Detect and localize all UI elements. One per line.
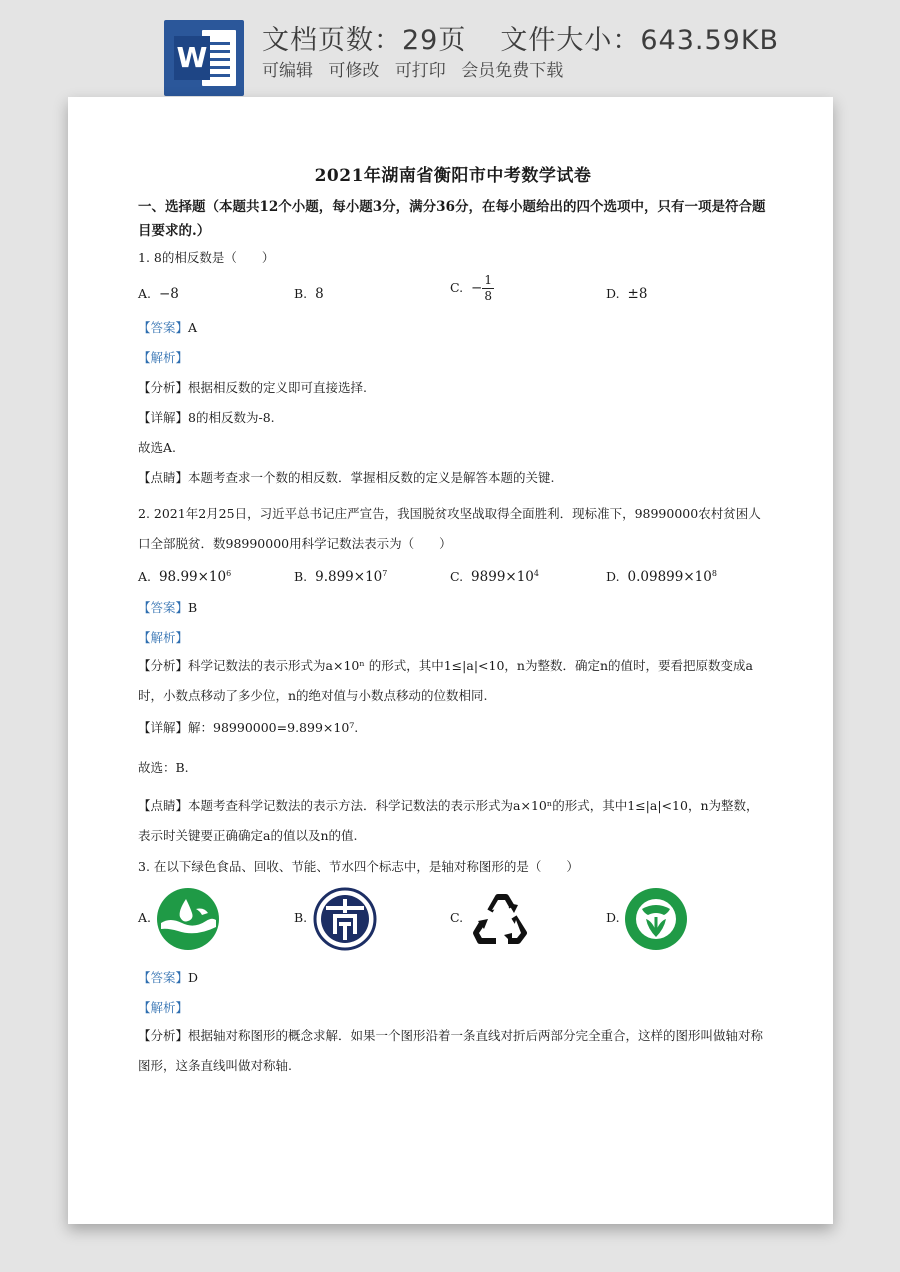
question-3-stem: 3. 在以下绿色食品、回收、节能、节水四个标志中，是轴对称图形的是（ ） [138,859,579,874]
section-heading: 一、选择题（本题共12个小题，每小题3分，满分36分，在每小题给出的四个选项中，只有一项是符合题目要求的.） [138,199,766,239]
q3-option-c-label: C. [450,910,464,925]
question-2-stem: 2. 2021年2月25日，习近平总书记庄严宣告，我国脱贫攻坚战取得全面胜利．现标准下，98990000农村贫困人口全部脱贫．数98990000用科学记数法表示为（ ） [138,506,761,551]
feature-editable: 可编辑 [262,61,313,81]
q1-fenxi: 【分析】根据相反数的定义即可直接选择. [138,380,367,395]
q2-option-d: D. $0.09899\times 10^8$ [606,569,717,586]
q3-option-a-label: A. [138,910,152,925]
q1-option-b: B. 8 [294,286,324,302]
q2-analysis-label: 【解析】 [138,630,189,645]
word-letter: W [174,36,210,80]
q2-xiangjie: 【详解】解：98990000=9.899×10⁷. [138,720,359,735]
q1-dianjing: 【点睛】本题考查求一个数的相反数．掌握相反数的定义是解答本题的关键. [138,470,555,485]
water-saving-logo-icon [156,887,220,951]
q3-option-b-label: B. [294,910,308,925]
document-page [68,97,833,1224]
green-food-logo-icon [624,887,688,951]
document-info-banner [0,0,900,100]
recycle-logo-icon [468,887,532,951]
question-3-options [138,885,768,955]
question-1-stem: 1. 8的相反数是（ ） [138,250,275,265]
q1-answer: 【答案】A [138,320,198,335]
q3-option-d-label: D. [606,910,620,925]
q1-analysis-label: 【解析】 [138,350,189,365]
q2-option-a: A. $98.99\times 10^6$ [138,569,232,586]
q2-option-c: C. $9899\times 10^4$ [450,569,539,586]
q2-option-b: B. $9.899\times 10^7$ [294,569,388,586]
q1-xiangjie: 【详解】8的相反数为-8. [138,410,275,425]
file-size: 文件大小：643.59KB [500,25,780,56]
feature-member-download: 会员免费下载 [461,61,564,81]
question-1-options [138,273,768,315]
q2-answer: 【答案】B [138,600,198,615]
q3-answer: 【答案】D [138,970,199,985]
q1-conclusion: 故选A. [138,440,177,455]
q2-conclusion: 故选：B. [138,760,189,775]
feature-printable: 可打印 [394,61,446,81]
word-document-icon [164,20,244,96]
feature-modifiable: 可修改 [328,61,380,81]
q2-fenxi: 【分析】科学记数法的表示形式为a×10ⁿ 的形式，其中1≤|a|<10，n为整数．确定n的值时，要看把原数变成a时，小数点移动了多少位，n的绝对值与小数点移动的位数相同. [138,658,753,703]
page-title: 2021年湖南省衡阳市中考数学试卷 [314,166,592,186]
q1-option-c: C. − $\frac{1}{8}$ [450,273,492,303]
feature-list [262,56,573,81]
q3-analysis-label: 【解析】 [138,1000,189,1015]
fraction: $\frac{1}{8}$ [484,273,492,303]
q1-option-a: A. −8 [138,286,179,302]
page-count: 文档页数：29页 [262,25,467,56]
q1-option-d: D. ±8 [606,286,648,302]
q2-dianjing: 【点睛】本题考查科学记数法的表示方法．科学记数法的表示形式为a×10ⁿ的形式，其中1≤|a|<10，n为整数，表示时关键要正确确定a的值以及n的值. [138,798,759,843]
energy-saving-logo-icon [313,887,377,951]
q3-fenxi: 【分析】根据轴对称图形的概念求解．如果一个图形沿着一条直线对折后两部分完全重合，这样的图形叫做轴对称图形，这条直线叫做对称轴. [138,1028,764,1073]
